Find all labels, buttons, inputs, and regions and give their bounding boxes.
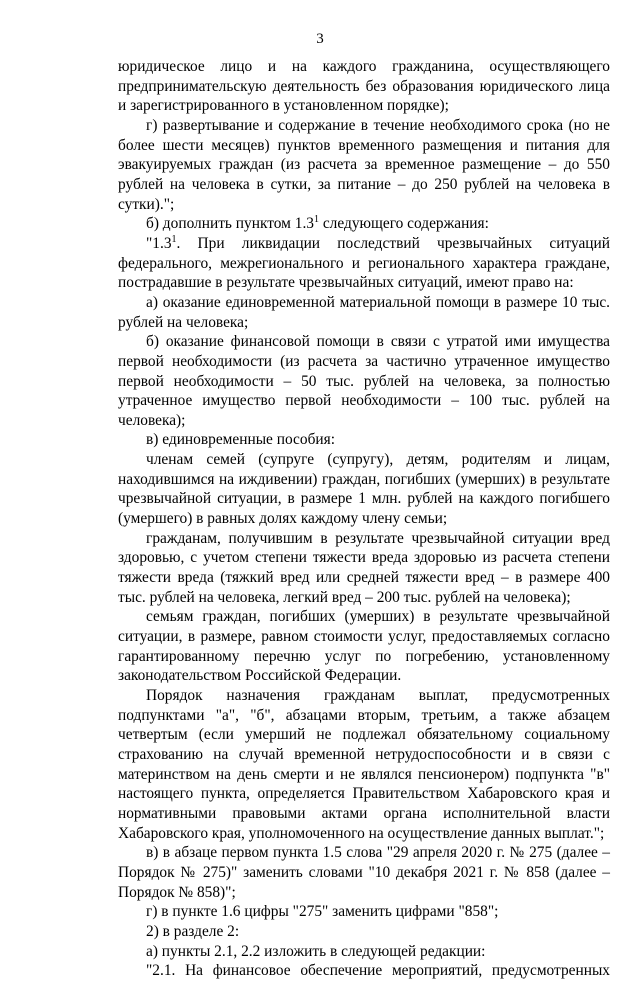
paragraph: "$1.3^1$. При ликвидации последствий чрезвычайных ситуаций федерального, межрегионального и регионального характера граждане, пострадавшие в результате чрезвычайных ситуаций, имеют право на: xyxy=(118,233,610,292)
paragraph: "2.1. На финансовое обеспечение мероприятий, предусмотренных xyxy=(146,962,610,980)
paragraph: б) дополнить пунктом $1.3^1$ следующего содержания: xyxy=(146,214,489,233)
paragraph: в) в абзаце первом пункта 1.5 слова "29 апреля 2020 г. № 275 (далее – Порядок № 275)" заменить словами "10 декабря 2021 г. № 858 (далее – Порядок № 858)"; xyxy=(118,844,610,901)
paragraph: членам семей (супруге (супругу), детям, родителям и лицам, находившимся на иждивении) граждан, погибших (умерших) в результате чрезвычайной ситуации, в размере 1 млн. рублей на каждого погибшего (умершего) в равных долях каждому члену семьи; xyxy=(118,451,610,528)
paragraph: Порядок назначения гражданам выплат, предусмотренных подпунктами "а", "б", абзацами вторым, третьим, а также абзацем четвертым (если умерший не подлежал обязательному социальному страхованию на случай временной нетрудоспособности и в связи с материнством на день смерти и не являлся пенсионером) подпункта "в" настоящего пункта, определяется Правительством Хабаровского края и нормативными правовыми актами органа исполнительной власти Хабаровского края, уполномоченного на осуществление данных выплат."; xyxy=(118,687,610,842)
paragraph: 2) в разделе 2: xyxy=(146,922,240,940)
paragraph: гражданам, получившим в результате чрезвычайной ситуации вред здоровью, с учетом степени тяжести вреда здоровью из расчета степени тяжести вреда (тяжкий вред или средней тяжести вред – в размере 400 тыс. рублей на человека, легкий вред – 200 тыс. рублей на человека); xyxy=(118,529,610,606)
page-number: 3 xyxy=(316,31,324,47)
paragraph: г) развертывание и содержание в течение необходимого срока (но не более шести месяцев) пунктов временного размещения и питания для эвакуируемых граждан (из расчета за временное размещение – до 550 рублей на человека в сутки, за питание – до 250 рублей на человека в сутки)."; xyxy=(118,116,610,213)
paragraph: в) единовременные пособия: xyxy=(146,431,335,449)
paragraph: а) оказание единовременной материальной помощи в размере 10 тыс. рублей на человека; xyxy=(118,293,610,331)
document-body xyxy=(118,57,610,981)
paragraph: семьям граждан, погибших (умерших) в результате чрезвычайной ситуации, в размере, равном стоимости услуг, предоставляемых согласно гарантированному перечню услуг по погребению, установленному законодательством Российской Федерации. xyxy=(118,608,610,685)
paragraph: б) оказание финансовой помощи в связи с утратой ими имущества первой необходимости (из расчета за частично утраченное имущество первой необходимости – 50 тыс. рублей на человека, за полностью утраченное имущество первой необходимости – 100 тыс. рублей на человека); xyxy=(118,333,610,429)
paragraph: юридическое лицо и на каждого гражданина, осуществляющего предпринимательскую деятельность без образования юридического лица и зарегистрированного в установленном порядке); xyxy=(118,58,610,115)
paragraph: г) в пункте 1.6 цифры "275" заменить цифрами "858"; xyxy=(146,903,499,921)
paragraph: а) пункты 2.1, 2.2 изложить в следующей редакции: xyxy=(146,942,486,960)
